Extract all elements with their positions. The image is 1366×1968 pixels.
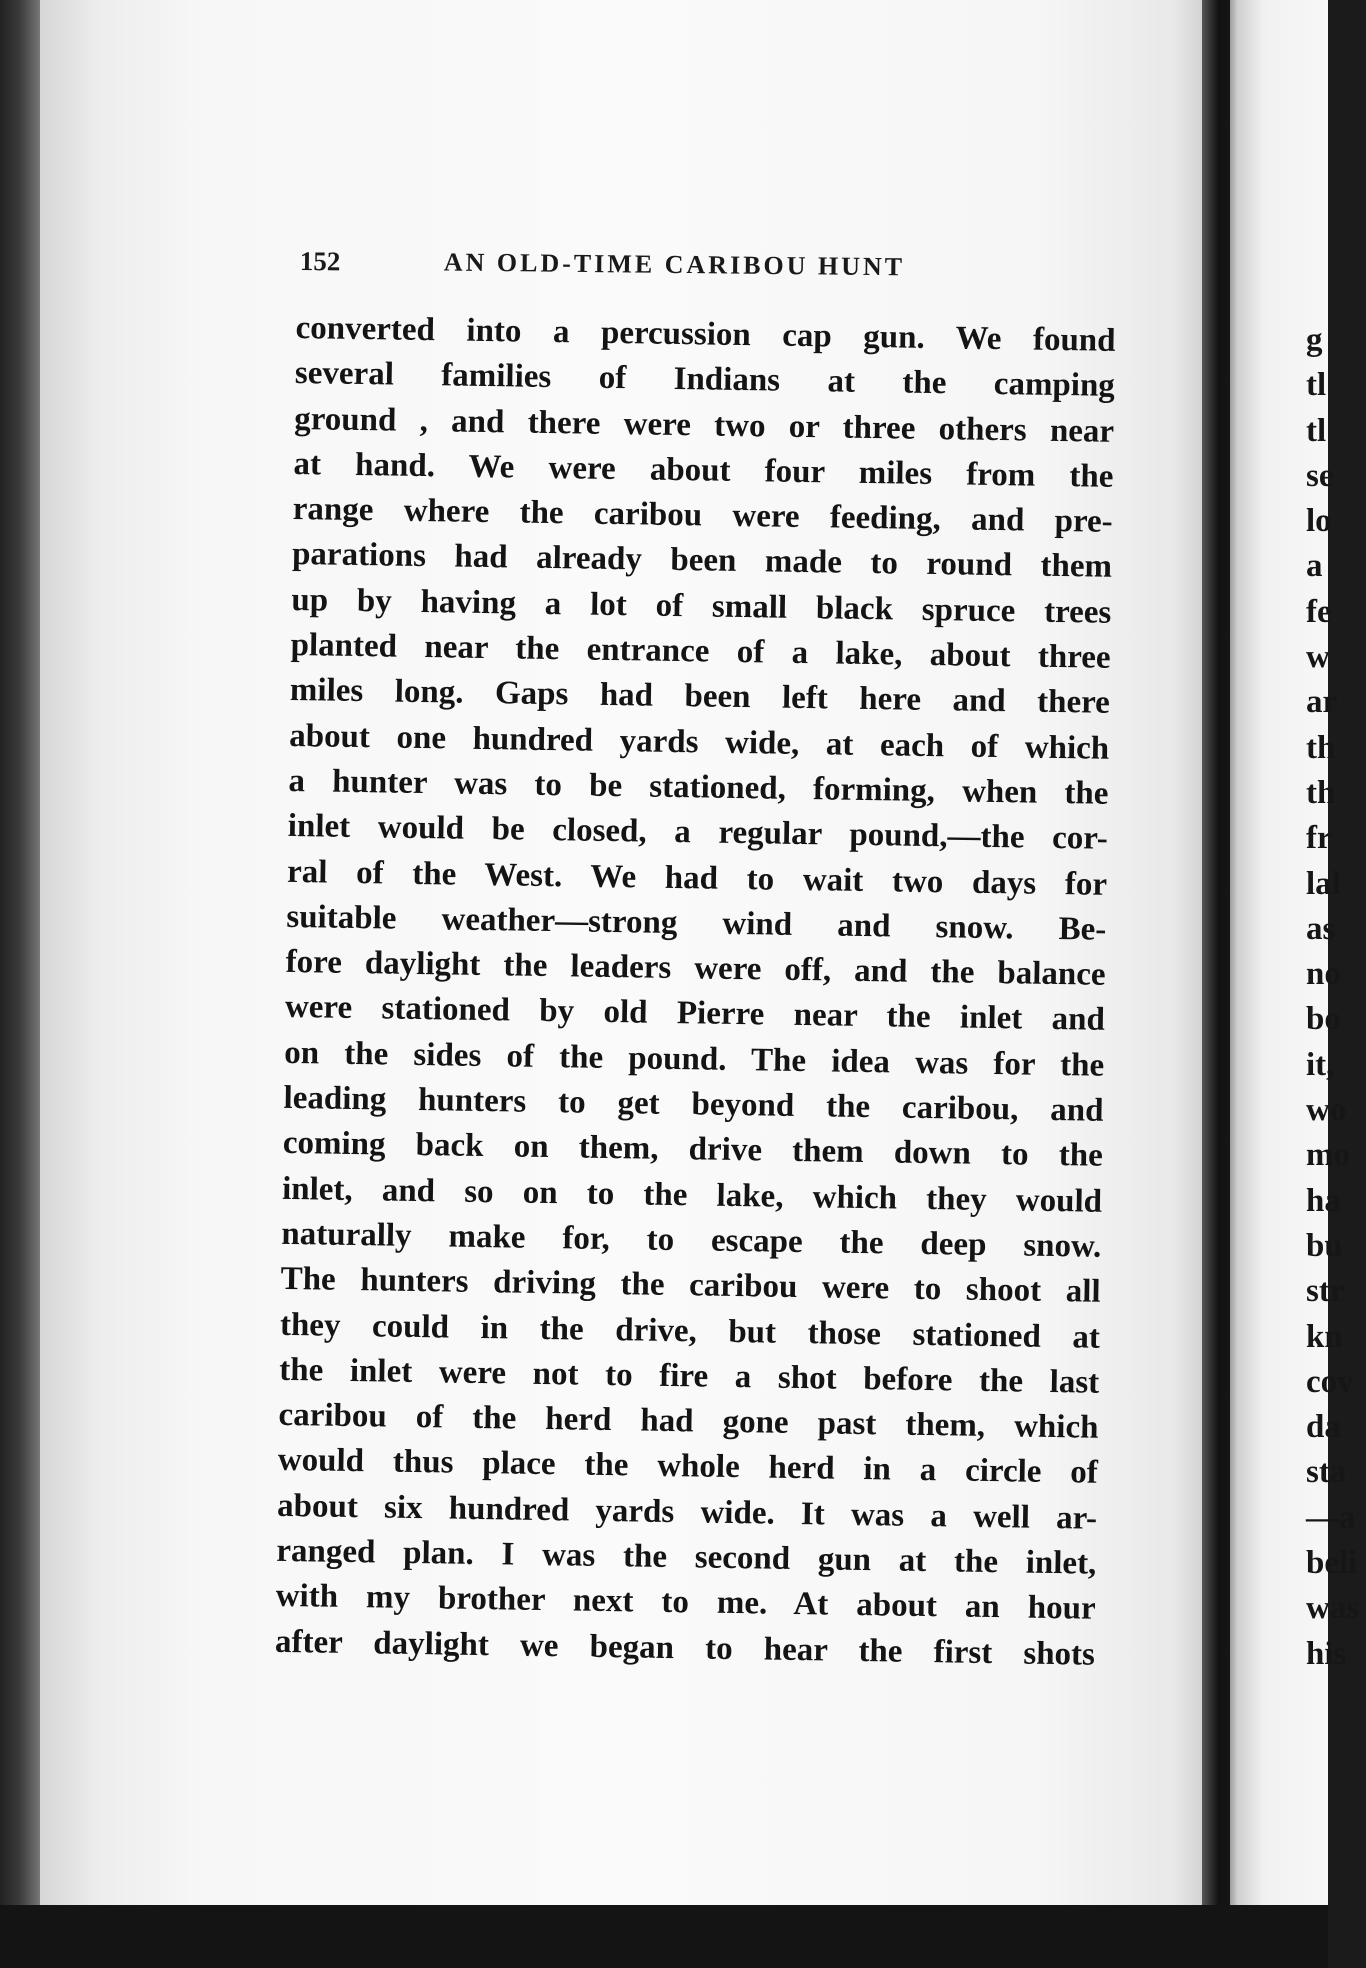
facing-page-fragment: wo	[1306, 1092, 1347, 1129]
facing-page-fragment: —a	[1306, 1499, 1356, 1536]
facing-page-fragment: beli	[1306, 1545, 1358, 1582]
text-line: on the sides of the pound. The idea was for the	[283, 1034, 1105, 1084]
facing-page-fragment: bu	[1306, 1227, 1343, 1264]
facing-page-fragment: bo	[1306, 1001, 1341, 1038]
facing-page-fragment: lal	[1306, 865, 1341, 902]
facing-page-fragment: as	[1306, 910, 1336, 947]
text-line: about one hundred yards wide, at each of which	[288, 717, 1110, 767]
facing-page-fragment: was	[1306, 1590, 1360, 1627]
text-line: ral of the West. We had to wait two days for	[286, 853, 1108, 903]
facing-page-fragment: ha	[1306, 1182, 1341, 1219]
facing-page-fragment: a	[1306, 548, 1323, 585]
running-head: AN OLD-TIME CARIBOU HUNT	[443, 247, 906, 282]
facing-page-text	[1306, 318, 1366, 1677]
facing-page-fragment: kn	[1306, 1318, 1343, 1355]
text-line: naturally make for, to escape the deep snow.	[281, 1215, 1102, 1265]
facing-page-fragment: ar	[1306, 684, 1338, 721]
book-gutter	[1202, 0, 1230, 1968]
text-line: fore daylight the leaders were off, and the balance	[285, 944, 1106, 993]
facing-page-fragment: th	[1306, 729, 1336, 766]
facing-page-fragment: lo	[1306, 503, 1332, 540]
facing-page-fragment: fr	[1306, 820, 1332, 857]
facing-page-fragment: sta	[1306, 1454, 1347, 1491]
facing-page-fragment: g	[1306, 322, 1323, 358]
text-line: caribou of the herd had gone past them, which	[278, 1396, 1099, 1446]
facing-page-fragment: cov	[1306, 1363, 1354, 1400]
text-line: inlet would be closed, a regular pound,—the cor-	[287, 808, 1109, 858]
facing-page-fragment: no	[1306, 956, 1341, 993]
text-line: ranged plan. I was the second gun at the inlet,	[276, 1532, 1097, 1582]
text-line: inlet, and so on to the lake, which they would	[281, 1170, 1103, 1220]
bottom-shadow	[0, 1905, 1328, 1968]
text-line: up by having a lot of small black spruce trees	[291, 581, 1112, 631]
facing-page-fragment: his	[1306, 1635, 1347, 1672]
text-line: about six hundred yards wide. It was a well ar-	[276, 1487, 1098, 1537]
page-number: 152	[299, 246, 341, 277]
text-line: miles long. Gaps had been left here and there	[289, 672, 1111, 722]
text-line: the inlet were not to fire a shot before the last	[279, 1351, 1100, 1401]
text-line: converted into a percussion cap gun. We found	[295, 309, 1116, 359]
text-line: leading hunters to get beyond the caribou, and	[283, 1079, 1104, 1129]
facing-page-fragment: da	[1306, 1409, 1341, 1446]
facing-page-fragment: tl	[1306, 367, 1327, 404]
facing-page-fragment: str	[1306, 1273, 1345, 1310]
facing-page-fragment: w	[1306, 639, 1330, 676]
text-line: after daylight we began to hear the first shots	[274, 1623, 1096, 1673]
text-line: suitable weather—strong wind and snow. Be-	[286, 898, 1107, 948]
text-line: at hand. We were about four miles from the	[293, 445, 1114, 495]
text-line: they could in the drive, but those stationed at	[279, 1306, 1101, 1356]
facing-page-fragment: mo	[1306, 1137, 1350, 1174]
text-line: planted near the entrance of a lake, about three	[290, 627, 1111, 676]
text-line: The hunters driving the caribou were to shoot all	[280, 1261, 1101, 1310]
text-line: range where the caribou were feeding, and pre-	[292, 491, 1113, 541]
text-line: would thus place the whole herd in a circle of	[277, 1442, 1099, 1492]
body-text	[275, 306, 1116, 1678]
text-line: parations had already been made to round them	[291, 536, 1113, 586]
text-line: ground , and there were two or three others near	[293, 400, 1115, 450]
text-line: with my brother next to me. At about an hour	[275, 1578, 1096, 1628]
text-line: coming back on them, drive them down to the	[282, 1125, 1104, 1175]
facing-page-fragment: tl	[1306, 412, 1327, 449]
text-line: were stationed by old Pierre near the inlet and	[284, 989, 1106, 1039]
text-line: a hunter was to be stationed, forming, when the	[288, 762, 1109, 812]
facing-page-fragment: se	[1306, 457, 1334, 494]
facing-page-fragment: fe	[1306, 593, 1332, 630]
facing-page-fragment: th	[1306, 774, 1336, 811]
facing-page-fragment: it,	[1306, 1046, 1335, 1083]
text-line: several families of Indians at the camping	[294, 355, 1116, 405]
